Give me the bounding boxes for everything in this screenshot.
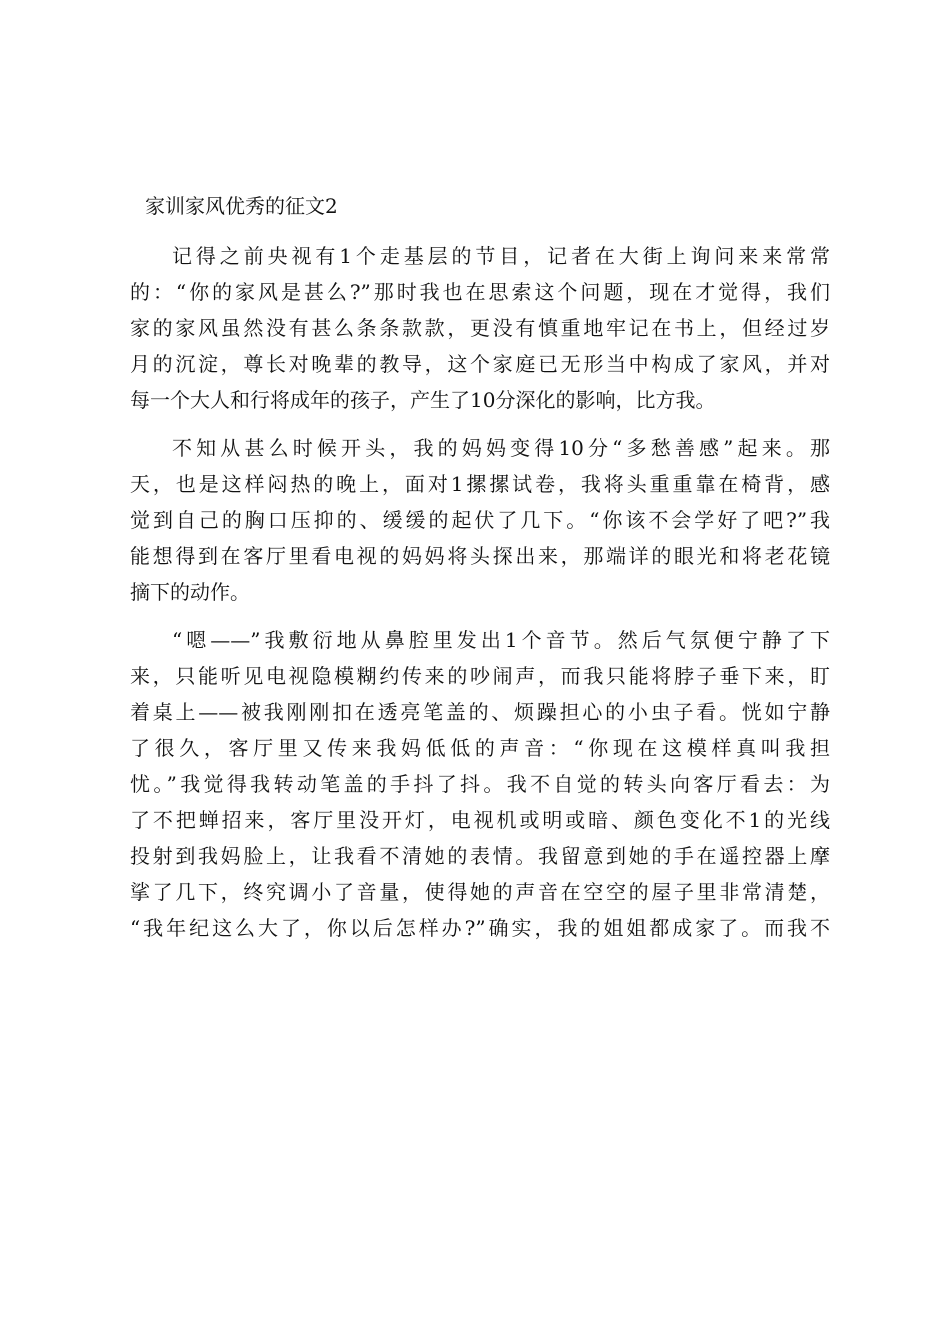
paragraph-line: 不知从甚么时候开头，我的妈妈变得10分“多愁善感”起来。那	[172, 436, 830, 460]
paragraph-line: 着桌上——被我刚刚扣在透亮笔盖的、烦躁担心的小虫子看。恍如宁静	[130, 700, 830, 724]
paragraph-line: 了不把蝉招来，客厅里没开灯，电视机或明或暗、颜色变化不1的光线	[130, 808, 830, 832]
paragraph-line: 能想得到在客厅里看电视的妈妈将头探出来，那端详的眼光和将老花镜	[130, 544, 830, 568]
paragraph-3	[130, 622, 830, 946]
paragraph-line: 家的家风虽然没有甚么条条款款，更没有慎重地牢记在书上，但经过岁	[130, 316, 830, 340]
paragraph-line: 月的沉淀，尊长对晚辈的教导，这个家庭已无形当中构成了家风，并对	[130, 352, 830, 376]
paragraph-line: 的：“你的家风是甚么?”那时我也在思索这个问题，现在才觉得，我们	[130, 280, 830, 304]
paragraph-line: “嗯——”我敷衍地从鼻腔里发出1个音节。然后气氛便宁静了下	[172, 628, 830, 652]
paragraph-line: 忧。”我觉得我转动笔盖的手抖了抖。我不自觉的转头向客厅看去：为	[130, 772, 830, 796]
paragraph-line: 了很久，客厅里又传来我妈低低的声音：“你现在这模样真叫我担	[130, 736, 830, 760]
paragraph-line: 记得之前央视有1个走基层的节目，记者在大街上询问来来常常	[172, 244, 830, 268]
paragraph-line: 觉到自己的胸口压抑的、缓缓的起伏了几下。“你该不会学好了吧?”我	[130, 508, 830, 532]
paragraph-line: 挲了几下，终究调小了音量，使得她的声音在空空的屋子里非常清楚，	[130, 880, 830, 904]
document-body	[130, 238, 830, 958]
paragraph-line: 天，也是这样闷热的晚上，面对1摞摞试卷，我将头重重靠在椅背，感	[130, 472, 830, 496]
paragraph-line: 每一个大人和行将成年的孩子，产生了10分深化的影响，比方我。	[130, 388, 716, 412]
paragraph-line: “我年纪这么大了，你以后怎样办?”确实，我的姐姐都成家了。而我不	[130, 916, 830, 940]
document-title: 家训家风优秀的征文2	[145, 194, 338, 218]
paragraph-line: 摘下的动作。	[130, 580, 250, 604]
paragraph-1	[130, 238, 830, 418]
paragraph-line: 来，只能听见电视隐模糊约传来的吵闹声，而我只能将脖子垂下来，盯	[130, 664, 830, 688]
paragraph-2	[130, 430, 830, 610]
paragraph-line: 投射到我妈脸上，让我看不清她的表情。我留意到她的手在遥控器上摩	[130, 844, 830, 868]
